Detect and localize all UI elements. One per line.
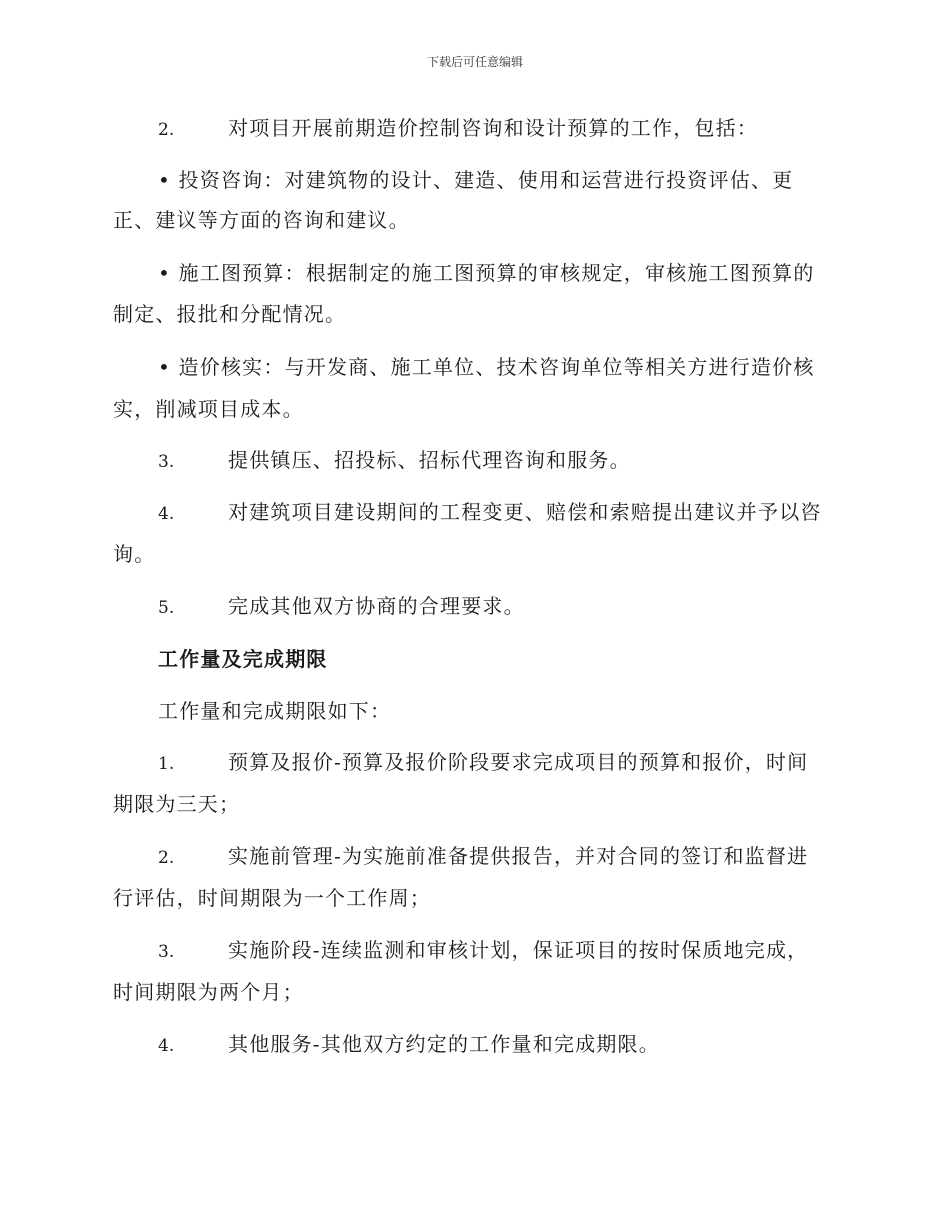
- list-number: 2.: [158, 848, 175, 868]
- bullet-item-line: • 施工图预算：根据制定的施工图预算的审核规定，审核施工图预算的: [158, 261, 815, 285]
- list-item-text: 提供镇压、招投标、招标代理咨询和服务。: [228, 448, 631, 472]
- list-number: 4.: [158, 1036, 175, 1056]
- bullet-item-line: • 投资咨询：对建筑物的设计、建造、使用和运营进行投资评估、更: [158, 168, 794, 192]
- list-item-text: 对建筑项目建设期间的工程变更、赔偿和索赔提出建议并予以咨: [228, 500, 822, 524]
- list-item-text: 预算及报价-预算及报价阶段要求完成项目的预算和报价，时间: [228, 750, 809, 774]
- list-item-continuation: 询。: [113, 542, 156, 566]
- list-item-text: 实施前管理-为实施前准备提供报告，并对合同的签订和监督进: [228, 844, 809, 868]
- list-item-text: 完成其他双方协商的合理要求。: [228, 594, 525, 618]
- section-heading: 工作量及完成期限: [158, 647, 328, 671]
- list-item-continuation: 行评估，时间期限为一个工作周；: [113, 886, 431, 910]
- list-number: 5.: [158, 598, 175, 618]
- list-item-text: 实施阶段-连续监测和审核计划，保证项目的按时保质地完成，: [228, 938, 809, 962]
- page-header: 下载后可任意编辑: [426, 55, 523, 69]
- list-item-text: 对项目开展前期造价控制咨询和设计预算的工作，包括：: [228, 116, 758, 140]
- list-number: 4.: [158, 504, 175, 524]
- list-item-text: 其他服务-其他双方约定的工作量和完成期限。: [228, 1032, 660, 1056]
- bullet-item-continuation: 实，削减项目成本。: [113, 397, 304, 421]
- section-intro: 工作量和完成期限如下：: [158, 699, 392, 723]
- list-item-continuation: 时间期限为两个月；: [113, 980, 304, 1004]
- list-number: 1.: [158, 754, 175, 774]
- list-number: 3.: [158, 942, 175, 962]
- list-number: 2.: [158, 120, 175, 140]
- list-item-continuation: 期限为三天；: [113, 792, 241, 816]
- bullet-item-continuation: 正、建议等方面的咨询和建议。: [113, 208, 410, 232]
- bullet-item-line: • 造价核实：与开发商、施工单位、技术咨询单位等相关方进行造价核: [158, 355, 815, 379]
- list-number: 3.: [158, 452, 175, 472]
- bullet-item-continuation: 制定、报批和分配情况。: [113, 302, 347, 326]
